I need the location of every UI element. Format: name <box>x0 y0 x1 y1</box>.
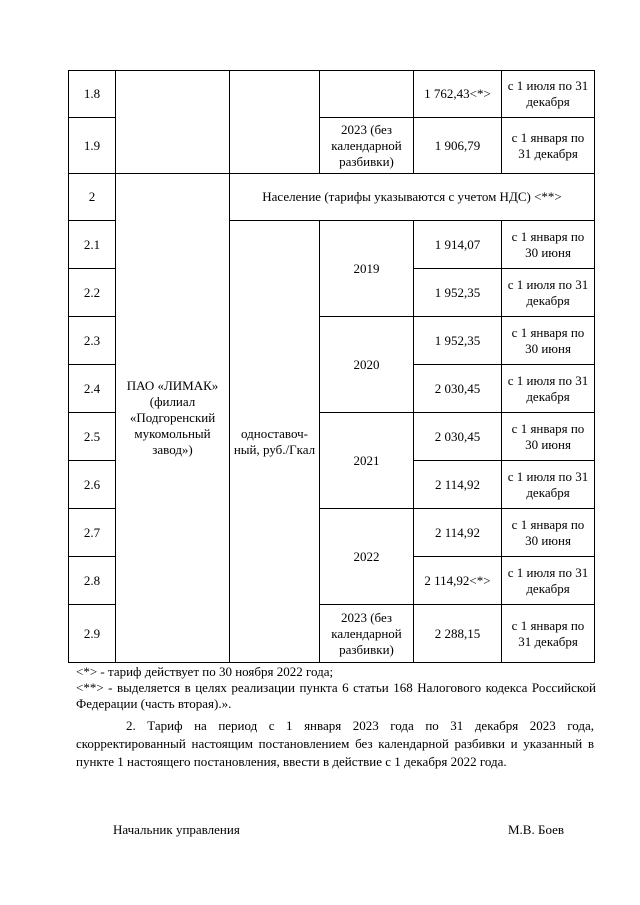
row-number: 2.5 <box>69 413 116 461</box>
footnotes <box>76 664 596 712</box>
row-number: 2.9 <box>69 605 116 663</box>
price-cell: 2 114,92 <box>414 509 502 557</box>
row-number: 2.1 <box>69 221 116 269</box>
section-heading: Население (тарифы указываются с учетом НДС) <**> <box>230 174 595 221</box>
period-cell: с 1 июля по 31 декабря <box>502 365 595 413</box>
signature-title: Начальник управления <box>113 822 240 837</box>
period-cell: с 1 января по 30 июня <box>502 413 595 461</box>
table-row <box>69 71 595 118</box>
price-cell: 2 030,45 <box>414 413 502 461</box>
year-cell: 2020 <box>320 317 414 413</box>
period-cell: с 1 января по 30 июня <box>502 221 595 269</box>
tariff-type-cell-empty <box>230 71 320 174</box>
period-cell: с 1 июля по 31 декабря <box>502 269 595 317</box>
table-row <box>69 174 595 221</box>
row-number: 2 <box>69 174 116 221</box>
paragraph-2 <box>76 717 594 771</box>
price-cell: 1 914,07 <box>414 221 502 269</box>
year-cell: 2023 (без календарной разбивки) <box>320 605 414 663</box>
org-cell-empty <box>116 71 230 174</box>
row-number: 2.4 <box>69 365 116 413</box>
price-cell: 1 952,35 <box>414 317 502 365</box>
period-cell: с 1 января по 30 июня <box>502 509 595 557</box>
period-cell: с 1 июля по 31 декабря <box>502 71 595 118</box>
year-cell: 2022 <box>320 509 414 605</box>
price-cell: 1 762,43<*> <box>414 71 502 118</box>
tariff-type-cell: одноставоч-ный, руб./Гкал <box>230 221 320 663</box>
row-number: 2.2 <box>69 269 116 317</box>
row-number: 1.9 <box>69 118 116 174</box>
price-cell: 2 030,45 <box>414 365 502 413</box>
org-cell: ПАО «ЛИМАК» (филиал «Подгоренский мукомольный завод») <box>116 174 230 663</box>
price-cell: 1 952,35 <box>414 269 502 317</box>
tariff-table <box>68 70 595 663</box>
footnote-2: <**> - выделяется в целях реализации пункта 6 статьи 168 Налогового кодекса Российской Федерации (часть вторая).». <box>76 680 596 711</box>
period-cell: с 1 января по 31 декабря <box>502 605 595 663</box>
row-number: 1.8 <box>69 71 116 118</box>
period-cell: с 1 января по 31 декабря <box>502 118 595 174</box>
row-number: 2.6 <box>69 461 116 509</box>
year-cell: 2019 <box>320 221 414 317</box>
row-number: 2.3 <box>69 317 116 365</box>
price-cell: 1 906,79 <box>414 118 502 174</box>
price-cell: 2 114,92<*> <box>414 557 502 605</box>
year-cell: 2021 <box>320 413 414 509</box>
price-cell: 2 114,92 <box>414 461 502 509</box>
row-number: 2.7 <box>69 509 116 557</box>
year-cell-empty <box>320 71 414 118</box>
row-number: 2.8 <box>69 557 116 605</box>
paragraph-2-text: 2. Тариф на период с 1 января 2023 года по 31 декабря 2023 года, скорректированный настоящим постановлением без календарной разбивки и указанный в пункте 1 настоящего постановления, ввести в действие с 1 декабря 2022 года. <box>76 718 594 769</box>
period-cell: с 1 января по 30 июня <box>502 317 595 365</box>
year-cell: 2023 (без календарной разбивки) <box>320 118 414 174</box>
period-cell: с 1 июля по 31 декабря <box>502 461 595 509</box>
signature-name: М.В. Боев <box>508 822 565 837</box>
period-cell: с 1 июля по 31 декабря <box>502 557 595 605</box>
price-cell: 2 288,15 <box>414 605 502 663</box>
footnote-1: <*> - тариф действует по 30 ноября 2022 года; <box>76 664 334 679</box>
